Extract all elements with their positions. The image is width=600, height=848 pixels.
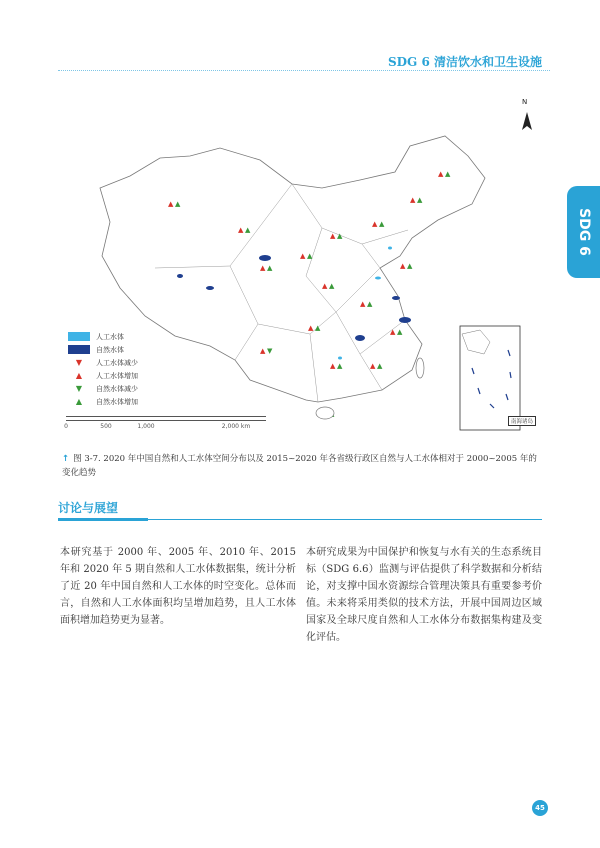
- page-number: 45: [532, 800, 548, 816]
- trend-marker: ▲: [337, 232, 343, 240]
- trend-marker: ▲: [308, 324, 314, 332]
- scale-tick-label: 2,000 km: [221, 423, 251, 430]
- natural-water-body: [177, 274, 183, 278]
- natural-water-body: [206, 286, 214, 290]
- trend-marker: ▲: [322, 282, 328, 290]
- legend-label: 自然水体增加: [96, 397, 138, 406]
- natural-water-body: [259, 255, 271, 261]
- trend-marker: ▲: [267, 264, 273, 272]
- header-divider: [58, 70, 550, 71]
- trend-marker: ▲: [445, 170, 451, 178]
- legend-label: 自然水体减少: [96, 384, 138, 393]
- caption-text: 图 3-7. 2020 年中国自然和人工水体空间分布以及 2015~2020 年各省级行政区自然与人工水体相对于 2000~2005 年的变化趋势: [62, 454, 537, 478]
- trend-marker: ▲: [410, 196, 416, 204]
- legend-row-natural: [68, 343, 138, 356]
- artificial-water-body: [375, 277, 381, 280]
- body-paragraph-left: 本研究基于 2000 年、2005 年、2010 年、2015 年和 2020 年 5 期自然和人工水体数据集，统计分析了近 20 年中国自然和人工水体的时空变化。总体而言，自然和人工水体面积均呈增加趋势，且人工水体面积增加趋势更为显著。: [60, 547, 296, 626]
- map-legend: [68, 330, 138, 408]
- legend-label: 人工水体减少: [96, 358, 138, 367]
- side-tab-label: SDG 6: [575, 208, 592, 256]
- inset-label: 南海诸岛: [508, 416, 536, 426]
- caption-arrow-icon: ↑: [62, 454, 70, 464]
- trend-marker: ▲: [390, 328, 396, 336]
- section-heading: 讨论与展望: [58, 501, 119, 515]
- up-triangle-icon: ▲: [75, 397, 83, 406]
- trend-marker: ▲: [315, 324, 321, 332]
- scale-bar-line: [66, 416, 266, 421]
- down-triangle-icon: ▼: [75, 384, 83, 393]
- legend-row-artificial-increase: [68, 369, 138, 382]
- trend-marker: ▲: [438, 170, 444, 178]
- artificial-water-body: [338, 357, 342, 360]
- side-tab: [567, 186, 600, 278]
- trend-marker: ▲: [329, 282, 335, 290]
- legend-row-artificial-decrease: [68, 356, 138, 369]
- trend-marker: ▲: [330, 232, 336, 240]
- trend-marker: ▲: [245, 226, 251, 234]
- natural-water-body: [399, 317, 411, 323]
- trend-marker: ▲: [337, 362, 343, 370]
- trend-marker: ▲: [372, 220, 378, 228]
- trend-marker: ▲: [377, 362, 383, 370]
- hainan-island: [316, 407, 334, 419]
- trend-marker: ▲: [260, 347, 266, 355]
- trend-marker: ▼: [267, 347, 273, 355]
- natural-water-swatch: [68, 345, 90, 354]
- trend-marker: ▲: [260, 264, 266, 272]
- natural-water-body: [355, 335, 365, 341]
- down-triangle-icon: ▼: [75, 358, 83, 367]
- trend-marker: ▲: [367, 300, 373, 308]
- trend-marker: ▲: [238, 226, 244, 234]
- body-paragraph-right: 本研究成果为中国保护和恢复与水有关的生态系统目标（SDG 6.6）监测与评估提供了科学数据和分析结论，对支撑中国水资源综合管理决策具有重要参考价值。未来将采用类似的技术方法，开展中国周边区域国家及全球尺度自然和人工水体分布数据集构建及变化评估。: [306, 547, 542, 643]
- trend-marker: ▲: [397, 328, 403, 336]
- trend-marker: ▲: [417, 196, 423, 204]
- trend-marker: ▲: [307, 252, 313, 260]
- trend-marker: ▲: [379, 220, 385, 228]
- north-label: N: [522, 98, 528, 106]
- legend-label: 人工水体增加: [96, 371, 138, 380]
- legend-label: 人工水体: [96, 332, 124, 341]
- trend-marker: ▲: [175, 200, 181, 208]
- scale-bar: [60, 413, 280, 435]
- trend-marker: ▲: [300, 252, 306, 260]
- figure-caption: [62, 452, 542, 480]
- section-rule-accent: [58, 518, 148, 521]
- legend-label: 自然水体: [96, 345, 124, 354]
- legend-row-natural-increase: [68, 395, 138, 408]
- china-water-map: [60, 98, 540, 438]
- trend-marker: ▲: [330, 362, 336, 370]
- natural-water-body: [392, 296, 400, 300]
- scale-tick-label: 500: [100, 423, 112, 430]
- north-arrow-icon: [522, 112, 532, 130]
- taiwan-island: [416, 358, 424, 378]
- legend-row-natural-decrease: [68, 382, 138, 395]
- artificial-water-body: [388, 247, 392, 250]
- scale-tick-label: 1,000: [137, 423, 155, 430]
- artificial-water-swatch: [68, 332, 90, 341]
- legend-row-artificial: [68, 330, 138, 343]
- trend-marker: ▲: [407, 262, 413, 270]
- trend-marker: ▲: [370, 362, 376, 370]
- trend-marker: ▲: [168, 200, 174, 208]
- china-outline: [100, 136, 485, 402]
- scale-tick-label: 0: [64, 423, 68, 430]
- running-header-title: SDG 6 清洁饮水和卫生设施: [387, 55, 542, 69]
- trend-marker: ▲: [360, 300, 366, 308]
- trend-marker: ▲: [400, 262, 406, 270]
- up-triangle-icon: ▲: [75, 371, 83, 380]
